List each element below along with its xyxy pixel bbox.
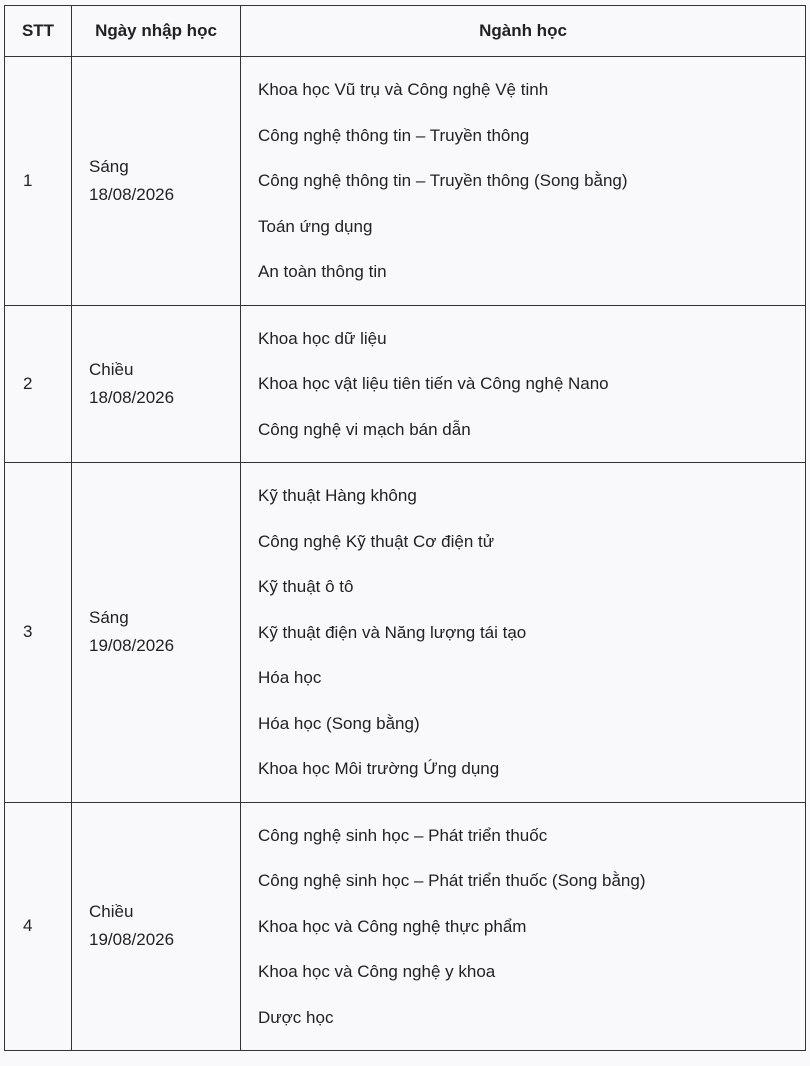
major-item: Kỹ thuật Hàng không [258, 486, 417, 505]
enrollment-date-cell [72, 57, 241, 306]
session-label: Sáng [89, 156, 129, 176]
major-item: Công nghệ Kỹ thuật Cơ điện tử [258, 531, 495, 551]
enrollment-date-cell [72, 305, 241, 463]
date-label: 18/08/2026 [89, 387, 175, 407]
majors-cell [241, 305, 806, 463]
major-item: Công nghệ vi mạch bán dẫn [258, 419, 471, 439]
major-item: Khoa học và Công nghệ thực phẩm [258, 916, 527, 936]
majors-cell [241, 802, 806, 1051]
row-number: 3 [5, 463, 72, 803]
major-item: Khoa học dữ liệu [258, 328, 387, 348]
table-row [5, 802, 806, 1051]
major-item: Hóa học [258, 668, 322, 687]
majors-cell [241, 57, 806, 306]
table-row [5, 463, 806, 803]
major-item: Kỹ thuật điện và Năng lượng tái tạo [258, 622, 527, 642]
major-item: Khoa học và Công nghệ y khoa [258, 962, 496, 981]
date-label: 19/08/2026 [89, 930, 175, 950]
major-item: Công nghệ thông tin – Truyền thông [258, 125, 530, 145]
row-number: 4 [5, 802, 72, 1051]
major-item: Kỹ thuật ô tô [258, 577, 354, 596]
major-item: Hóa học (Song bằng) [258, 713, 420, 733]
date-label: 18/08/2026 [89, 184, 175, 204]
major-item: Khoa học vật liệu tiên tiến và Công nghệ Nano [258, 374, 609, 393]
row-number: 1 [5, 57, 72, 306]
major-item: Công nghệ thông tin – Truyền thông (Song bằng) [258, 171, 628, 190]
session-label: Sáng [89, 608, 129, 628]
header-date: Ngày nhập học [72, 6, 241, 57]
admission-schedule-table [4, 5, 806, 1051]
table-row [5, 57, 806, 306]
table-row [5, 305, 806, 463]
major-item: An toàn thông tin [258, 262, 387, 281]
major-item: Toán ứng dụng [258, 216, 373, 236]
session-label: Chiều [89, 902, 134, 922]
date-label: 19/08/2026 [89, 636, 175, 656]
major-item: Công nghệ sinh học – Phát triển thuốc [258, 825, 548, 845]
session-label: Chiều [89, 359, 134, 379]
enrollment-date-cell [72, 463, 241, 803]
majors-cell [241, 463, 806, 803]
row-number: 2 [5, 305, 72, 463]
enrollment-date-cell [72, 802, 241, 1051]
major-item: Khoa học Vũ trụ và Công nghệ Vệ tinh [258, 80, 549, 99]
header-major: Ngành học [241, 6, 806, 57]
major-item: Khoa học Môi trường Ứng dụng [258, 759, 500, 778]
header-row [5, 6, 806, 57]
header-stt: STT [5, 6, 72, 57]
major-item: Công nghệ sinh học – Phát triển thuốc (Song bằng) [258, 871, 646, 890]
major-item: Dược học [258, 1007, 334, 1027]
